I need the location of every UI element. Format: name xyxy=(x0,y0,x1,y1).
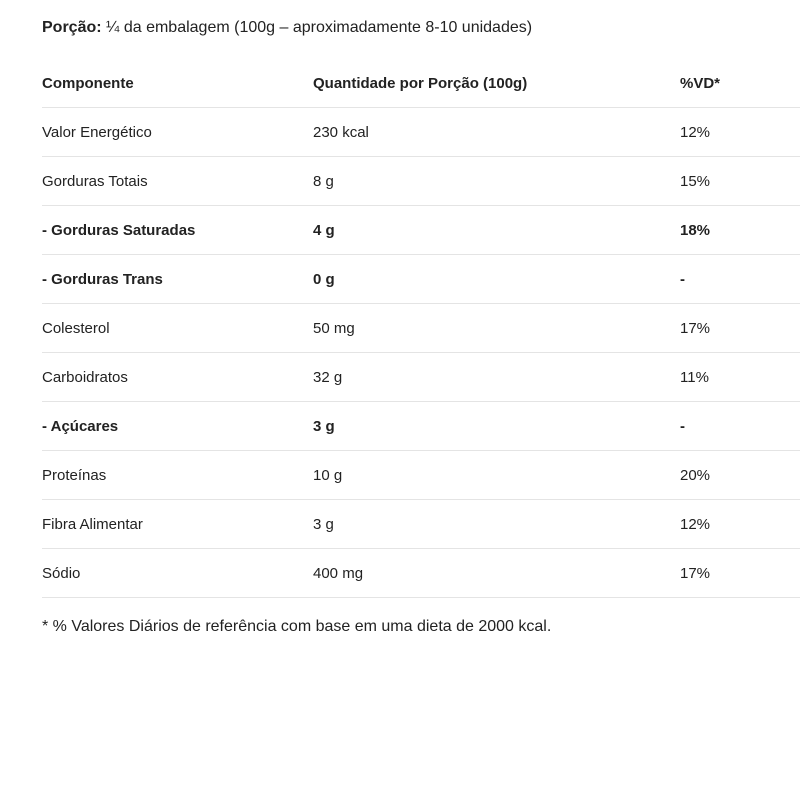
cell-component: Gorduras Totais xyxy=(42,157,313,206)
table-row xyxy=(42,451,800,500)
cell-component: - Gorduras Saturadas xyxy=(42,206,313,255)
cell-amount: 230 kcal xyxy=(313,108,680,157)
table-row xyxy=(42,402,800,451)
cell-daily-value: 17% xyxy=(680,304,800,353)
table-row xyxy=(42,549,800,598)
table-row xyxy=(42,353,800,402)
cell-component: Carboidratos xyxy=(42,353,313,402)
cell-component: Sódio xyxy=(42,549,313,598)
cell-amount: 3 g xyxy=(313,402,680,451)
cell-component: Proteínas xyxy=(42,451,313,500)
nutrition-table xyxy=(42,59,800,598)
cell-daily-value: 20% xyxy=(680,451,800,500)
cell-amount: 4 g xyxy=(313,206,680,255)
table-header-row xyxy=(42,59,800,108)
cell-component: Fibra Alimentar xyxy=(42,500,313,549)
cell-daily-value: 17% xyxy=(680,549,800,598)
portion-line xyxy=(42,17,532,39)
cell-component: - Açúcares xyxy=(42,402,313,451)
cell-amount: 3 g xyxy=(313,500,680,549)
table-row xyxy=(42,500,800,549)
cell-daily-value: 15% xyxy=(680,157,800,206)
cell-daily-value: 18% xyxy=(680,206,800,255)
cell-daily-value: 11% xyxy=(680,353,800,402)
cell-amount: 10 g xyxy=(313,451,680,500)
cell-component: Colesterol xyxy=(42,304,313,353)
cell-amount: 8 g xyxy=(313,157,680,206)
cell-daily-value: 12% xyxy=(680,500,800,549)
table-body xyxy=(42,108,800,598)
column-header-daily-value: %VD* xyxy=(680,59,800,108)
cell-amount: 400 mg xyxy=(313,549,680,598)
table-row xyxy=(42,304,800,353)
column-header-amount: Quantidade por Porção (100g) xyxy=(313,59,680,108)
cell-amount: 32 g xyxy=(313,353,680,402)
cell-amount: 0 g xyxy=(313,255,680,304)
cell-daily-value: - xyxy=(680,402,800,451)
portion-text: ¼ da embalagem (100g – aproximadamente 8-10 unidades) xyxy=(106,19,533,36)
table-row xyxy=(42,108,800,157)
cell-daily-value: - xyxy=(680,255,800,304)
table-row xyxy=(42,255,800,304)
cell-component: - Gorduras Trans xyxy=(42,255,313,304)
column-header-component: Componente xyxy=(42,59,313,108)
cell-daily-value: 12% xyxy=(680,108,800,157)
table-row xyxy=(42,206,800,255)
footnote: * % Valores Diários de referência com base em uma dieta de 2000 kcal. xyxy=(42,618,552,635)
portion-label: Porção: xyxy=(42,19,102,36)
cell-amount: 50 mg xyxy=(313,304,680,353)
table-row xyxy=(42,157,800,206)
cell-component: Valor Energético xyxy=(42,108,313,157)
